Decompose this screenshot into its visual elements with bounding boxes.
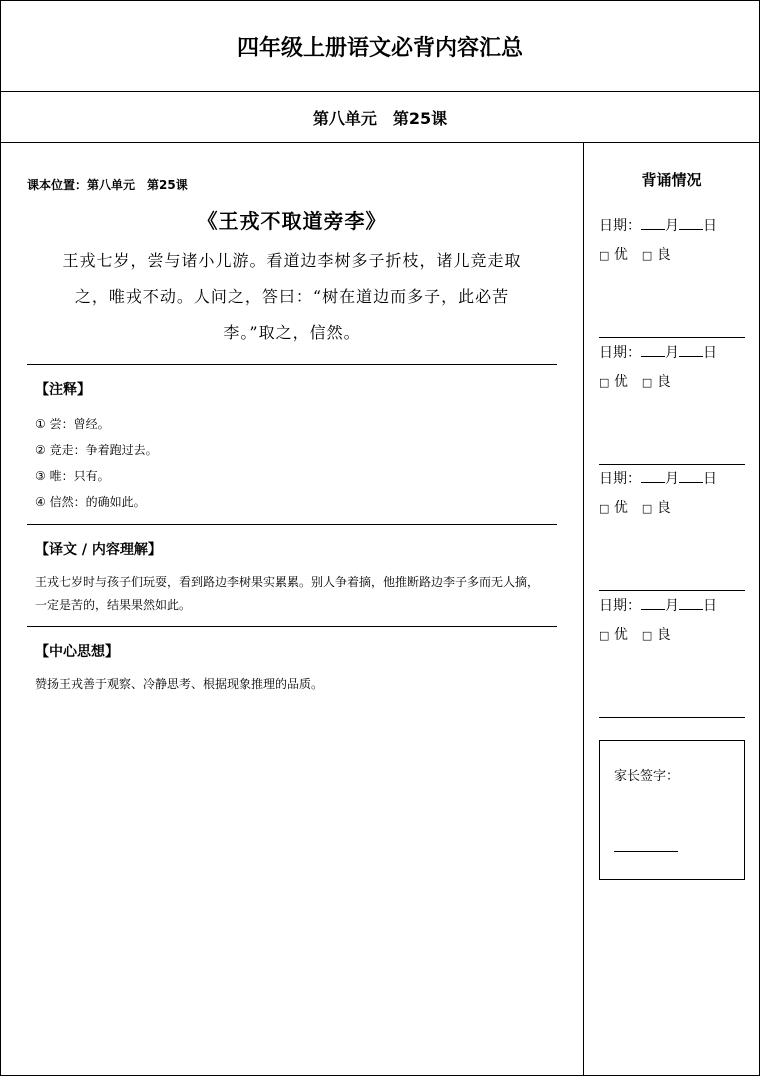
- lesson-label: 第25课: [392, 108, 448, 128]
- good-label: 良: [656, 627, 671, 643]
- unit-label: 第八单元: [312, 108, 377, 128]
- translation-section: [27, 524, 557, 626]
- month-blank[interactable]: [641, 595, 665, 610]
- signature-line[interactable]: [614, 851, 678, 852]
- day-label: 日: [703, 598, 717, 614]
- parent-signature-label: 家长签字：: [614, 769, 680, 784]
- translation-text: 王戎七岁时与孩子们玩耍，看到路边李树果实累累。别人争着摘，他推断路边李子多而无人摘，一定是苦的，结果果然如此。: [35, 575, 540, 612]
- divider: [599, 464, 745, 465]
- recitation-slot: [599, 215, 745, 266]
- date-line: [599, 342, 745, 363]
- date-line: [599, 215, 745, 236]
- location-lesson: 第25课: [147, 178, 188, 192]
- classical-text: [31, 243, 553, 351]
- grade-options: [599, 372, 745, 393]
- text-line: 王戎七岁，尝与诸小儿游。看道边李树多子折枝，诸儿竞走取: [62, 251, 522, 270]
- note-item: ② 竞走：争着跑过去。: [35, 443, 158, 457]
- excellent-label: 优: [613, 627, 628, 643]
- date-label: 日期：: [599, 471, 641, 487]
- text-line: 之，唯戎不动。人问之，答曰：“树在道边而多子，此必苦: [74, 287, 510, 306]
- content-column: [1, 143, 584, 1075]
- grade-options: [599, 245, 745, 266]
- notes-section: [27, 364, 557, 524]
- month-label: 月: [665, 471, 679, 487]
- grade-options: [599, 625, 745, 646]
- date-label: 日期：: [599, 345, 641, 361]
- note-item: ④ 信然：的确如此。: [35, 495, 146, 509]
- note-item: ① 尝：曾经。: [35, 417, 110, 431]
- translation-heading: 【译文 / 内容理解】: [35, 542, 162, 558]
- recitation-slot: [599, 595, 745, 646]
- excellent-checkbox[interactable]: □: [599, 249, 610, 262]
- notes-list: [35, 411, 557, 515]
- month-blank[interactable]: [641, 342, 665, 357]
- excellent-checkbox[interactable]: □: [599, 502, 610, 515]
- excellent-checkbox[interactable]: □: [599, 629, 610, 642]
- theme-text: 赞扬王戎善于观察、冷静思考、根据现象推理的品质。: [35, 677, 324, 691]
- theme-section: [27, 626, 557, 706]
- day-label: 日: [703, 218, 717, 234]
- recitation-column: [584, 143, 759, 1075]
- location-label: 课本位置：第八单元: [27, 178, 136, 192]
- day-blank[interactable]: [679, 215, 703, 230]
- divider: [599, 590, 745, 591]
- excellent-label: 优: [613, 500, 628, 516]
- textbook-location: [27, 176, 188, 193]
- text-line: 李。”取之，信然。: [223, 323, 361, 342]
- month-label: 月: [665, 598, 679, 614]
- recitation-slot: [599, 468, 745, 519]
- divider: [599, 717, 745, 718]
- month-blank[interactable]: [641, 468, 665, 483]
- good-checkbox[interactable]: □: [641, 629, 653, 642]
- day-blank[interactable]: [679, 468, 703, 483]
- notes-heading: 【注释】: [35, 382, 91, 398]
- month-label: 月: [665, 218, 679, 234]
- date-line: [599, 468, 745, 489]
- parent-signature-box: [599, 740, 745, 880]
- month-label: 月: [665, 345, 679, 361]
- recitation-heading: 背诵情况: [641, 171, 702, 189]
- unit-lesson-header: [1, 92, 759, 143]
- good-checkbox[interactable]: □: [641, 502, 653, 515]
- note-item: ③ 唯：只有。: [35, 469, 110, 483]
- date-line: [599, 595, 745, 616]
- recitation-slot: [599, 342, 745, 393]
- good-label: 良: [656, 247, 671, 263]
- date-label: 日期：: [599, 598, 641, 614]
- page-title: 四年级上册语文必背内容汇总: [1, 1, 759, 92]
- day-blank[interactable]: [679, 342, 703, 357]
- good-checkbox[interactable]: □: [641, 249, 653, 262]
- good-checkbox[interactable]: □: [641, 376, 653, 389]
- excellent-checkbox[interactable]: □: [599, 376, 610, 389]
- day-label: 日: [703, 471, 717, 487]
- date-label: 日期：: [599, 218, 641, 234]
- good-label: 良: [656, 500, 671, 516]
- grade-options: [599, 498, 745, 519]
- excellent-label: 优: [613, 374, 628, 390]
- divider: [599, 337, 745, 338]
- excellent-label: 优: [613, 247, 628, 263]
- text-title: 《王戎不取道旁李》: [197, 209, 387, 233]
- good-label: 良: [656, 374, 671, 390]
- day-blank[interactable]: [679, 595, 703, 610]
- theme-heading: 【中心思想】: [35, 644, 119, 660]
- month-blank[interactable]: [641, 215, 665, 230]
- day-label: 日: [703, 345, 717, 361]
